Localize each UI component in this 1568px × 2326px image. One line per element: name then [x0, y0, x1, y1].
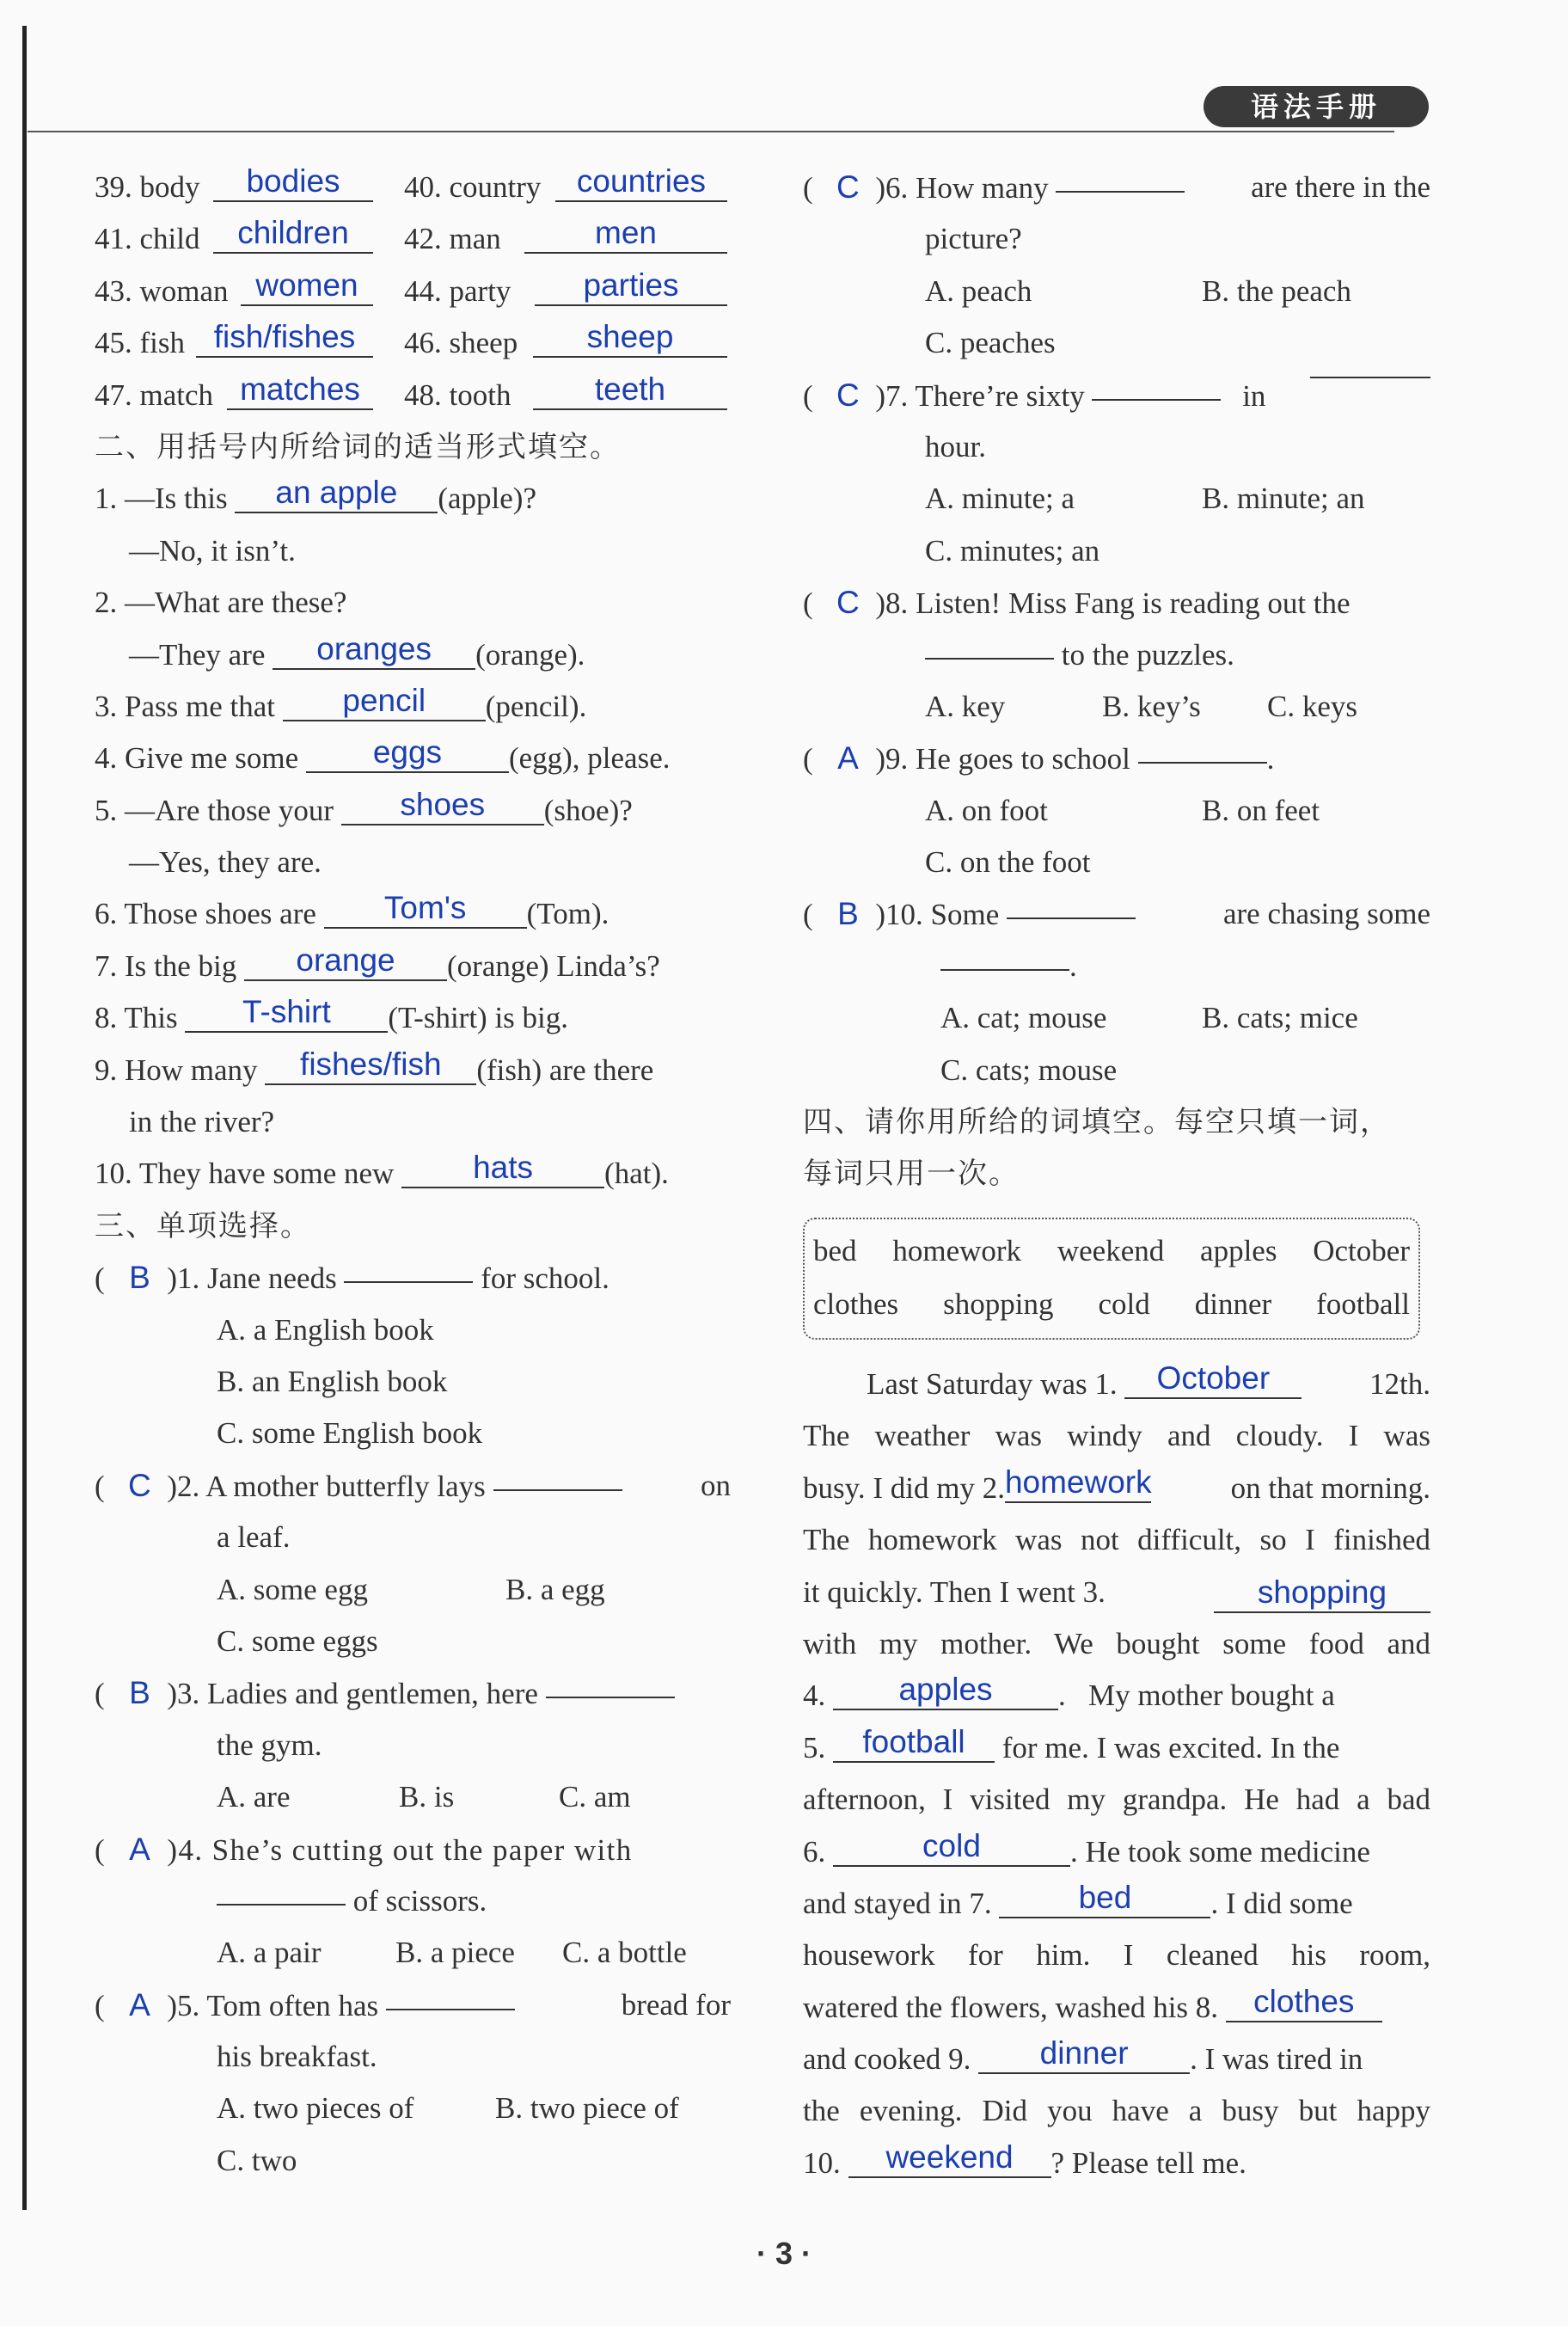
plural-row — [95, 162, 731, 213]
option-b[interactable]: B. on feet — [1202, 793, 1320, 827]
answer-blank[interactable]: eggs — [306, 733, 509, 773]
binding-line — [22, 26, 27, 2210]
question-s2-7: 7. Is the big orange (orange) Linda’s? — [95, 942, 660, 983]
answer-blank[interactable]: teeth — [533, 371, 727, 410]
question-cont: a leaf. — [217, 1520, 291, 1555]
question-s2-10: 10. They have some new hats (hat). — [95, 1150, 669, 1191]
answer-blank[interactable] — [386, 2009, 515, 2010]
option-b[interactable]: B. minute; an — [1202, 482, 1365, 516]
options-row — [803, 473, 1430, 525]
answer-letter[interactable]: C — [128, 1467, 151, 1503]
question-cont: . — [803, 941, 1430, 992]
section-3-title: 三、单项选择。 — [95, 1208, 311, 1243]
answer-letter[interactable]: B — [129, 1675, 150, 1711]
answer-blank[interactable]: fish/fishes — [196, 318, 373, 358]
option-a[interactable]: A. cat; mouse — [940, 1001, 1107, 1035]
option-c[interactable]: C. peaches — [925, 326, 1056, 360]
option-c[interactable]: C. keys — [1267, 689, 1357, 723]
mc-question-2: ( C )2. A mother butterfly lays on — [95, 1460, 731, 1512]
word-chip: October — [1313, 1234, 1410, 1267]
word-label: 47. match — [95, 377, 214, 412]
answer-blank[interactable]: clothes — [1226, 1983, 1382, 2022]
passage-line: afternoon, I visited my grandpa. He had a bad — [803, 1783, 1430, 1817]
question-cont: picture? — [925, 222, 1022, 256]
word-bank-row — [813, 1224, 1410, 1278]
mc-question-1: ( B )1. Jane needs for school. — [95, 1252, 731, 1304]
option-b[interactable]: B. a egg — [505, 1572, 605, 1606]
mc-question-8: ( C )8. Listen! Miss Fang is reading out the — [803, 577, 1430, 629]
options-row — [803, 266, 1430, 317]
question-s2-5: 5. —Are those your shoes (shoe)? — [95, 786, 633, 827]
option-a[interactable]: A. on foot — [925, 793, 1048, 827]
section-badge: 语法手册 — [1204, 86, 1429, 127]
question-s2-3: 3. Pass me that pencil (pencil). — [95, 682, 587, 723]
answer-blank[interactable] — [940, 969, 1069, 971]
answer-blank[interactable]: men — [524, 214, 727, 254]
options-row — [95, 1927, 731, 1979]
answer-blank[interactable]: Tom's — [324, 889, 527, 929]
word-chip: dinner — [1194, 1287, 1272, 1321]
passage-line: and stayed in 7. bed . I did some — [803, 1879, 1353, 1920]
answer-letter[interactable]: C — [836, 169, 860, 205]
section-2-title: 二、用括号内所给词的适当形式填空。 — [95, 429, 621, 464]
page-number: · 3 · — [756, 2236, 812, 2271]
option-c[interactable]: C. two — [217, 2143, 297, 2177]
option-c[interactable]: C. on the foot — [925, 845, 1091, 880]
passage-line: The homework was not difficult, so I finished — [803, 1523, 1430, 1557]
mc-question-3: ( B )3. Ladies and gentlemen, here — [95, 1667, 731, 1719]
word-chip: weekend — [1057, 1234, 1165, 1267]
answer-blank[interactable]: hats — [401, 1149, 604, 1188]
question-s2-6: 6. Those shoes are Tom's (Tom). — [95, 890, 609, 931]
question-cont: to the puzzles. — [803, 629, 1430, 681]
options-row — [803, 992, 1430, 1044]
answer-blank[interactable] — [217, 1904, 346, 1906]
question-s2-9: 9. How many fishes/fish (fish) are there — [95, 1046, 654, 1087]
passage-line: 4. apples . My mother bought a — [803, 1672, 1335, 1713]
answer-letter[interactable]: B — [129, 1260, 150, 1296]
plural-row — [95, 370, 731, 421]
mc-question-10: ( B )10. Some are chasing some — [803, 888, 1430, 940]
word-label: 46. sheep — [404, 326, 518, 360]
word-label: 48. tooth — [404, 377, 511, 412]
answer-blank[interactable] — [493, 1489, 622, 1491]
word-chip: homework — [892, 1234, 1022, 1267]
answer-blank[interactable]: shopping — [1214, 1574, 1430, 1613]
answer-blank[interactable]: an apple — [235, 474, 438, 513]
answer-blank[interactable] — [1138, 762, 1267, 764]
word-label: 40. country — [404, 170, 542, 204]
word-chip: apples — [1200, 1234, 1277, 1267]
passage-line: Last Saturday was 1. October 12th. — [867, 1360, 1430, 1401]
mc-question-6: ( C )6. How many are there in the — [803, 162, 1430, 213]
word-chip: cold — [1098, 1287, 1150, 1321]
answer-blank[interactable]: apples — [833, 1671, 1058, 1710]
answer-blank[interactable] — [1092, 399, 1221, 401]
answer-blank[interactable] — [1056, 191, 1185, 193]
answer-blank[interactable]: oranges — [273, 630, 475, 670]
answer-blank[interactable]: sheep — [533, 318, 727, 358]
option-a[interactable]: A. a pair — [217, 1936, 322, 1970]
mc-question-9: ( A )9. He goes to school . — [803, 733, 1430, 784]
header-rule — [28, 131, 1394, 132]
question-s2-9-cont: in the river? — [129, 1105, 275, 1139]
option-b[interactable]: B. key’s — [1102, 689, 1201, 723]
option-b[interactable]: B. cats; mice — [1202, 1001, 1358, 1035]
question-s2-8: 8. This T-shirt (T-shirt) is big. — [95, 994, 569, 1035]
options-row — [803, 681, 1430, 733]
answer-blank[interactable]: dinner — [978, 2034, 1190, 2074]
option-c[interactable]: C. minutes; an — [925, 533, 1100, 568]
mc-question-4: ( A )4. She’s cutting out the paper with — [95, 1824, 731, 1875]
answer-blank[interactable]: matches — [227, 371, 373, 410]
option-b[interactable]: B. two piece of — [495, 2091, 679, 2126]
word-label: 44. party — [404, 273, 511, 308]
answer-blank[interactable]: T-shirt — [185, 993, 388, 1033]
passage-line: 5. football for me. I was excited. In the — [803, 1723, 1340, 1764]
cloze-passage — [803, 1359, 1430, 2189]
word-label: 42. man — [404, 222, 501, 256]
passage-line: housework for him. I cleaned his room, — [803, 1938, 1430, 1973]
section-4-title: 四、请你用所给的词填空。每空只填一词， — [803, 1105, 1391, 1140]
answer-blank[interactable]: weekend — [848, 2139, 1051, 2178]
option-a[interactable]: A. peach — [925, 273, 1032, 308]
plural-row — [95, 213, 731, 265]
answer-blank[interactable] — [925, 658, 1054, 660]
answer-letter[interactable]: A — [129, 1831, 150, 1867]
mc-question-5: ( A )5. Tom often has bread for — [95, 1979, 731, 2031]
section-4-title-cont: 每词只用一次。 — [803, 1157, 1020, 1192]
option-b[interactable]: B. an English book — [217, 1364, 448, 1398]
answer-blank[interactable]: orange — [244, 942, 447, 981]
option-a[interactable]: A. two pieces of — [217, 2091, 414, 2126]
option-c[interactable]: C. a bottle — [562, 1936, 687, 1970]
passage-line: the evening. Did you have a busy but happy — [803, 2094, 1430, 2128]
plural-row — [95, 266, 731, 317]
question-s2-4: 4. Give me some eggs (egg), please. — [95, 734, 671, 776]
answer-blank[interactable]: cold — [833, 1827, 1070, 1867]
passage-line: busy. I did my 2.homework on that morning. — [803, 1464, 1430, 1505]
answer-blank[interactable] — [1007, 918, 1136, 919]
word-chip: clothes — [813, 1287, 899, 1321]
passage-line: 10. weekend ? Please tell me. — [803, 2139, 1246, 2180]
options-row — [95, 2083, 731, 2134]
option-b[interactable]: B. is — [399, 1780, 455, 1814]
answer-blank[interactable]: fishes/fish — [265, 1046, 476, 1085]
options-row — [95, 1771, 731, 1823]
answer-letter[interactable]: A — [129, 1986, 150, 2022]
answer-blank[interactable]: bodies — [213, 163, 373, 202]
question-cont: of scissors. — [95, 1875, 731, 1927]
word-label: 45. fish — [95, 326, 185, 360]
option-a[interactable]: A. some egg — [217, 1572, 368, 1606]
answer-blank[interactable]: homework — [1005, 1464, 1151, 1503]
option-b[interactable]: B. a piece — [395, 1936, 515, 1970]
option-b[interactable]: B. the peach — [1202, 273, 1351, 308]
passage-line: and cooked 9. dinner . I was tired in — [803, 2035, 1363, 2077]
passage-line: The weather was windy and cloudy. I was — [803, 1419, 1430, 1453]
answer-letter[interactable]: B — [837, 896, 859, 932]
word-chip: bed — [813, 1234, 857, 1267]
word-label: 43. woman — [95, 273, 229, 308]
option-c[interactable]: C. some English book — [217, 1416, 483, 1451]
answer-blank[interactable]: children — [213, 214, 373, 254]
word-label: 41. child — [95, 222, 200, 256]
option-c[interactable]: C. am — [559, 1780, 631, 1814]
option-a[interactable]: A. key — [925, 689, 1006, 723]
option-a[interactable]: A. are — [217, 1780, 291, 1814]
option-c[interactable]: C. some eggs — [217, 1623, 378, 1658]
answer-blank[interactable]: parties — [535, 267, 727, 306]
passage-line: 6. cold . He took some medicine — [803, 1827, 1370, 1869]
mc-question-7: ( C )7. There’re sixty in — [803, 370, 1430, 421]
left-column — [95, 162, 731, 2187]
word-chip: shopping — [943, 1287, 1054, 1321]
reply-line: —No, it isn’t. — [129, 533, 296, 568]
answer-blank[interactable]: football — [833, 1723, 995, 1763]
answer-blank[interactable] — [546, 1697, 675, 1698]
word-label: 39. body — [95, 170, 200, 204]
answer-blank[interactable]: bed — [999, 1879, 1210, 1918]
passage-line: with my mother. We bought some food and — [803, 1626, 1430, 1660]
question-cont: the gym. — [217, 1728, 322, 1762]
answer-letter[interactable]: A — [837, 740, 859, 776]
word-bank — [803, 1218, 1420, 1340]
answer-letter[interactable]: C — [836, 585, 860, 621]
question-s2-1: 1. —Is this an apple (apple)? — [95, 475, 536, 516]
right-column — [803, 162, 1430, 1200]
option-c[interactable]: C. cats; mouse — [940, 1053, 1118, 1087]
question-s2-2-answer: —They are oranges (orange). — [129, 630, 585, 672]
answer-blank[interactable]: shoes — [341, 786, 544, 825]
answer-blank[interactable] — [1310, 377, 1430, 378]
answer-blank[interactable]: countries — [555, 163, 727, 202]
answer-blank[interactable]: pencil — [283, 682, 486, 721]
answer-blank[interactable] — [344, 1281, 473, 1283]
question-s2-2: 2. —What are these? — [95, 586, 347, 620]
options-row — [95, 1564, 731, 1616]
answer-blank[interactable]: October — [1124, 1359, 1302, 1399]
answer-letter[interactable]: C — [836, 377, 860, 413]
options-row — [803, 785, 1430, 837]
passage-line: it quickly. Then I went 3. shopping — [803, 1567, 1430, 1618]
question-cont: his breakfast. — [217, 2040, 377, 2074]
answer-blank[interactable]: women — [241, 267, 373, 306]
question-cont: hour. — [925, 429, 986, 463]
option-a[interactable]: A. a English book — [217, 1312, 434, 1347]
plural-row — [95, 317, 731, 369]
passage-line: watered the flowers, washed his 8. clothes — [803, 1982, 1430, 2034]
option-a[interactable]: A. minute; a — [925, 482, 1075, 516]
word-bank-row — [813, 1278, 1410, 1331]
word-chip: football — [1316, 1287, 1410, 1321]
reply-line: —Yes, they are. — [129, 845, 322, 880]
